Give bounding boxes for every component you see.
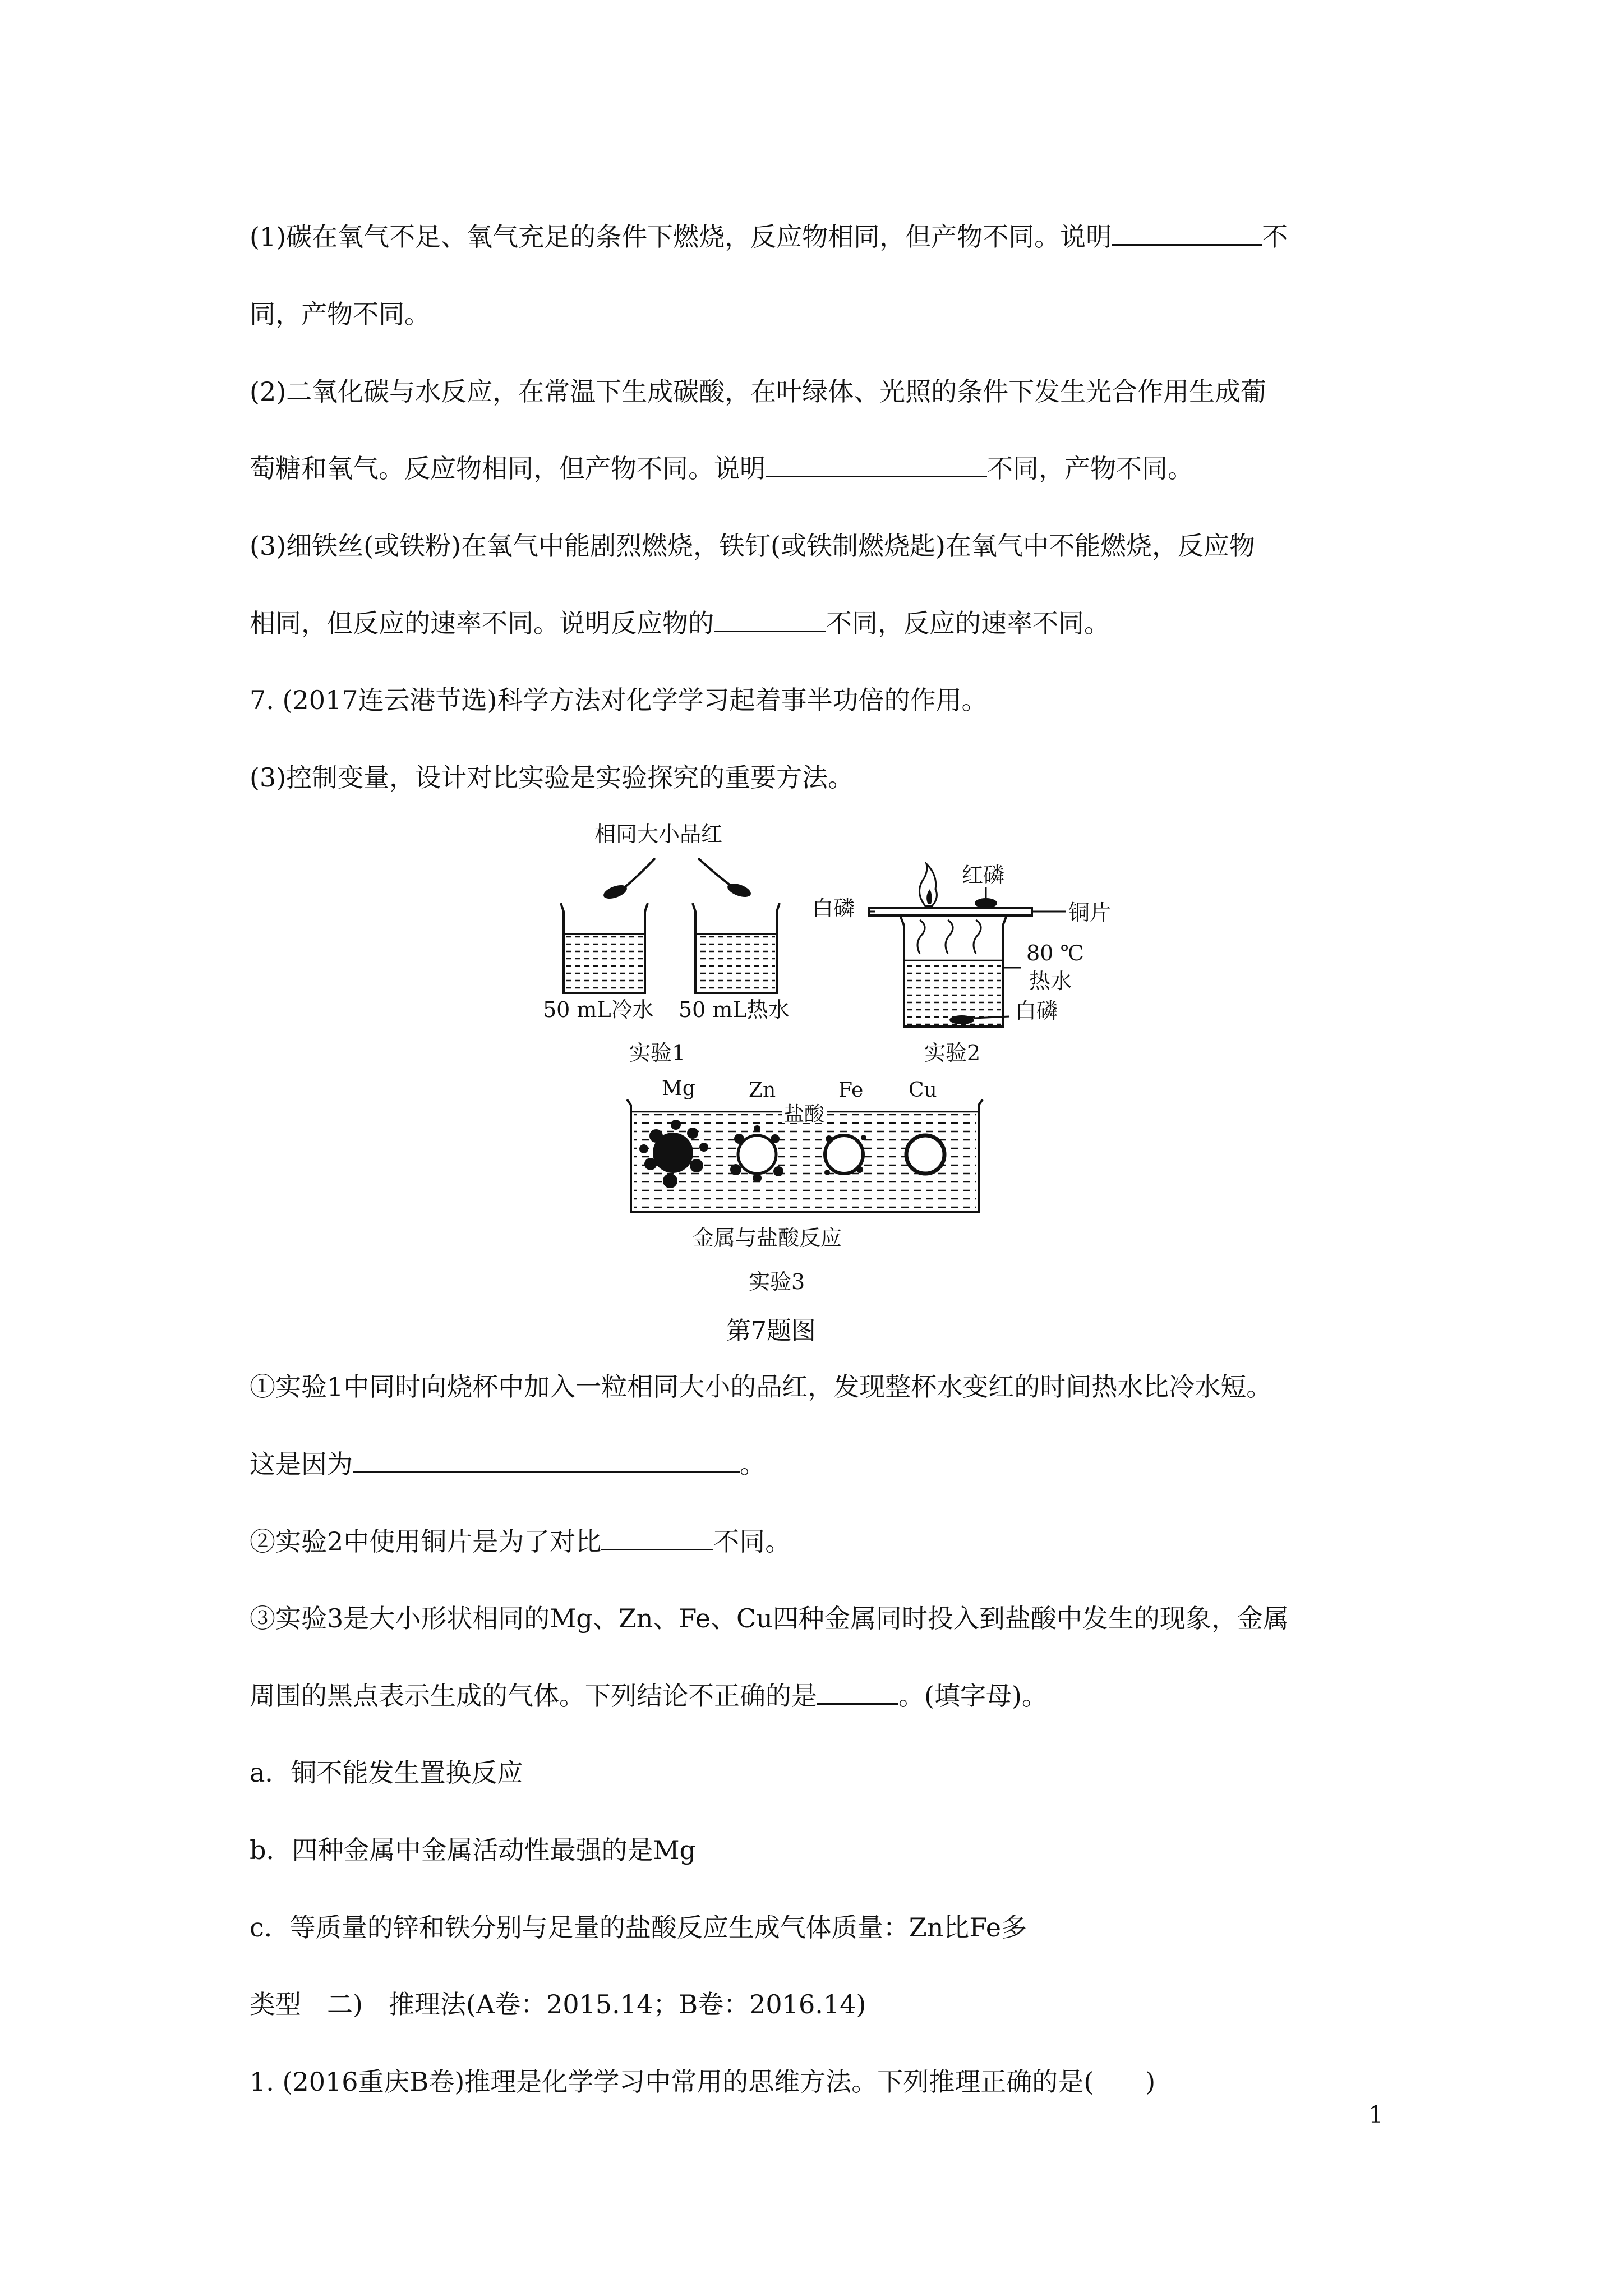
metal-label-fe: Fe	[838, 1079, 864, 1102]
line-text: 。	[740, 1449, 766, 1479]
text-line: 同，产物不同。	[250, 299, 430, 329]
line-text: 周围的黑点表示生成的气体。下列结论不正确的是	[250, 1681, 817, 1711]
line-text: ②实验2中使用铜片是为了对比	[250, 1526, 602, 1557]
water-hot	[697, 934, 775, 991]
acid-label: 盐酸	[784, 1103, 825, 1126]
line-text: 相同，但反应的速率不同。说明反应物的	[250, 608, 714, 638]
hot-water-label: 热水	[1029, 969, 1072, 993]
answer-blank[interactable]	[817, 1681, 898, 1705]
red-phosphorus-label: 红磷	[962, 863, 1005, 887]
option-b: b．四种金属中金属活动性最强的是Mg	[250, 1835, 696, 1865]
water-cold	[565, 934, 643, 991]
experiment-1-caption: 实验1	[629, 1041, 686, 1065]
experiment-3-caption: 实验3	[749, 1269, 805, 1294]
copper-sheet	[869, 908, 1032, 915]
page-number: 1	[1368, 2101, 1384, 2128]
line-text: 不同，反应的速率不同。	[826, 608, 1110, 638]
metal-label-cu: Cu	[909, 1079, 937, 1102]
line-text: 不同，产物不同。	[987, 453, 1193, 484]
answer-blank[interactable]	[353, 1449, 740, 1473]
white-phosphorus-top-label: 白磷	[812, 896, 855, 921]
hot-water-label: 50 mL热水	[679, 997, 790, 1022]
cu-reaction	[906, 1135, 944, 1174]
text-line: ①实验1中同时向烧杯中加入一粒相同大小的品红，发现整杯水变红的时间热水比冷水短。	[250, 1372, 1272, 1402]
line-text: (1)碳在氧气不足、氧气充足的条件下燃烧，反应物相同，但产物不同。说明	[250, 222, 1112, 252]
section-heading: 类型 二) 推理法(A卷：2015.14；B卷：2016.14)	[250, 1989, 866, 2019]
white-phosphorus-bottom-label: 白磷	[1015, 999, 1058, 1023]
hot-water-body	[906, 960, 1001, 1025]
text-line: (3)细铁丝(或铁粉)在氧气中能剧烈燃烧，铁钉(或铁制燃烧匙)在氧气中不能燃烧，反应物	[250, 531, 1255, 561]
red-phosphorus	[975, 898, 997, 908]
white-phosphorus-underwater	[949, 1015, 974, 1024]
text-line	[250, 1447, 766, 1481]
line-text: 。(填字母)。	[898, 1681, 1048, 1711]
spoon-icon	[698, 858, 732, 886]
figure-caption: 第7题图	[726, 1317, 816, 1345]
option-c: c．等质量的锌和铁分别与足量的盐酸反应生成气体质量：Zn比Fe多	[250, 1912, 1027, 1943]
spoon-icon	[623, 858, 655, 889]
spoon-icon	[602, 882, 629, 901]
answer-blank[interactable]	[601, 1526, 713, 1550]
pigment-label: 相同大小品红	[594, 822, 723, 846]
steam-icon	[917, 920, 925, 954]
temperature-label: 80 ℃	[1026, 941, 1084, 965]
text-line	[250, 1525, 791, 1558]
question-heading: 1. (2016重庆B卷)推理是化学学习中常用的思维方法。下列推理正确的是( )	[250, 2067, 1156, 2097]
experiment-3-inner-caption: 金属与盐酸反应	[693, 1226, 842, 1250]
cold-water-label: 50 mL冷水	[543, 997, 654, 1022]
text-line: ③实验3是大小形状相同的Mg、Zn、Fe、Cu四种金属同时投入到盐酸中发生的现象，金属	[250, 1603, 1289, 1634]
metal-label-mg: Mg	[662, 1077, 695, 1100]
text-line	[250, 1679, 1048, 1713]
metal-label-zn: Zn	[749, 1079, 776, 1102]
question-heading: 7. (2017连云港节选)科学方法对化学学习起着事半功倍的作用。	[250, 685, 988, 715]
experiment-1	[543, 822, 790, 1065]
experiment-3	[627, 1077, 983, 1294]
steam-icon	[946, 920, 953, 954]
line-text: 这是因为	[250, 1449, 353, 1479]
line-text: 萄糖和氧气。反应物相同，但产物不同。说明	[250, 453, 766, 484]
text-line: (2)二氧化碳与水反应，在常温下生成碳酸，在叶绿体、光照的条件下发生光合作用生成葡	[250, 376, 1267, 407]
copper-sheet-label: 铜片	[1068, 900, 1112, 925]
experiment-2	[812, 863, 1111, 1065]
text-line: (3)控制变量，设计对比实验是实验探究的重要方法。	[250, 762, 854, 793]
steam-icon	[974, 920, 981, 954]
line-text: 不同。	[713, 1526, 791, 1557]
option-a: a．铜不能发生置换反应	[250, 1757, 523, 1788]
line-text: 不	[1262, 222, 1288, 252]
experiment-2-caption: 实验2	[924, 1041, 981, 1065]
